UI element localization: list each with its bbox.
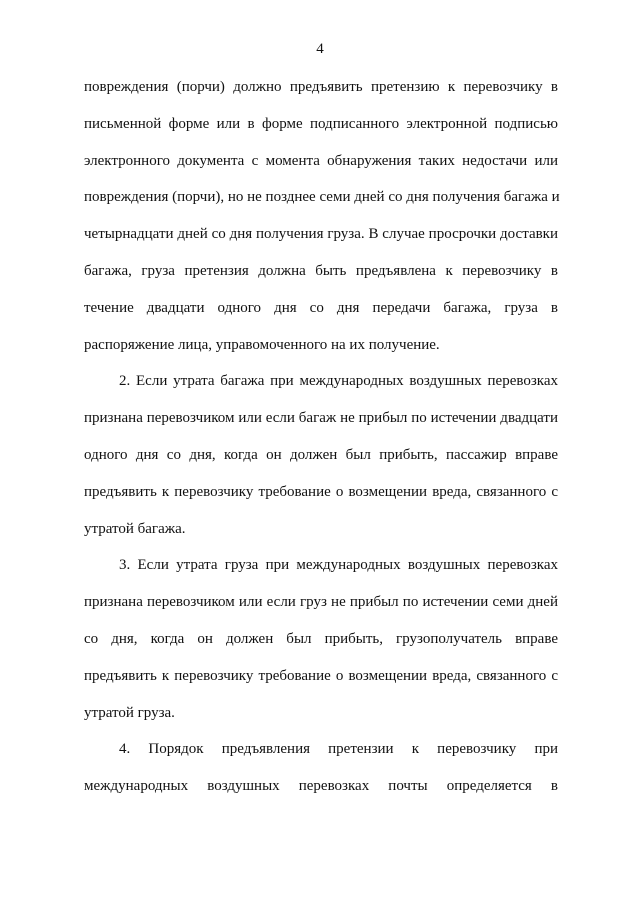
text-line: повреждения (порчи), но не позднее семи дней со дня получения багажа и [84,189,560,206]
text-line: со дня, когда он должен был прибыть, грузополучатель вправе [84,630,558,647]
text-line: 3. Если утрата груза при международных воздушных перевозках [119,557,558,574]
text-line: предъявить к перевозчику требование о возмещении вреда, связанного с [84,483,558,500]
text-line: течение двадцати одного дня со дня передачи багажа, груза в [84,299,558,316]
text-line: багажа, груза претензия должна быть предъявлена к перевозчику в [84,262,558,279]
paragraph [84,731,558,805]
text-line: предъявить к перевозчику требование о возмещении вреда, связанного с [84,667,558,684]
document-body [84,69,558,805]
text-line: 4. Порядок предъявления претензии к перевозчику при [119,741,558,758]
paragraph [84,363,558,547]
text-line: письменной форме или в форме подписанного электронной подписью [84,115,558,132]
paragraph [84,69,558,363]
text-line: утратой багажа. [84,520,186,537]
text-line: международных воздушных перевозках почты определяется в [84,778,558,795]
text-line: одного дня со дня, когда он должен был прибыть, пассажир вправе [84,446,558,463]
text-line: повреждения (порчи) должно предъявить претензию к перевозчику в [84,79,558,95]
text-line: признана перевозчиком или если багаж не прибыл по истечении двадцати [84,410,558,427]
text-line: распоряжение лица, управомоченного на их получение. [84,336,440,353]
page-number: 4 [316,41,324,57]
text-line: четырнадцати дней со дня получения груза. В случае просрочки доставки [84,226,558,243]
text-line: электронного документа с момента обнаружения таких недостачи или [84,152,558,169]
text-line: 2. Если утрата багажа при международных воздушных перевозках [119,373,558,390]
text-line: утратой груза. [84,704,175,721]
text-line: признана перевозчиком или если груз не прибыл по истечении семи дней [84,594,558,611]
paragraph [84,547,558,731]
